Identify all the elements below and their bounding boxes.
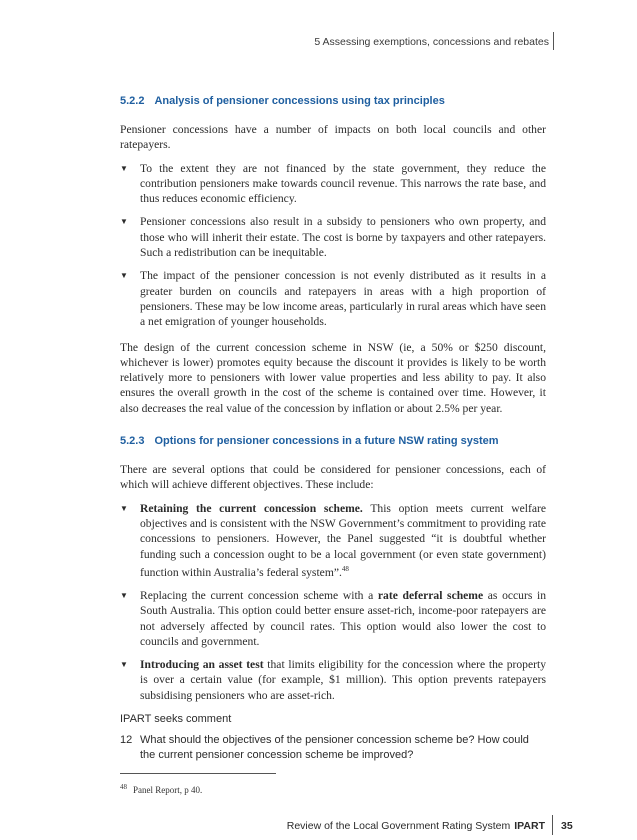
list-item: ▼ Pensioner concessions also result in a subsidy to pensioners who own property, and those who will inherit their estate. The cost is borne by taxpayers and other ratepayers. Such a redistribution can be inequitable. [120, 215, 546, 260]
paragraph-options-intro: There are several options that could be considered for pensioner concessions, each of which will achieve different objectives. These include: [120, 463, 546, 492]
section-heading-5-2-3 [120, 434, 546, 448]
bullet-icon: ▼ [120, 503, 128, 513]
section-heading-5-2-2 [120, 94, 546, 108]
footnote-number: 48 [120, 783, 127, 791]
question-text: What should the objectives of the pensioner concession scheme be? How could the current pensioner concession scheme be improved? [140, 734, 529, 762]
footer-brand: IPART [514, 820, 545, 832]
list-item: ▼ Retaining the current concession scheme. This option meets current welfare objectives and is consistent with the NSW Government’s commitment to providing rate concessions to pensioners. However, the Panel suggested “it is doubtful whether funding such a concession ought to be a local government (or even state government) function within Australia’s federal system”.$^{48}$ [120, 501, 546, 579]
bullet-icon: ▼ [120, 217, 128, 227]
section-title: Options for pensioner concessions in a future NSW rating system [154, 435, 499, 448]
section-title: Analysis of pensioner concessions using tax principles [154, 95, 445, 107]
bullet-icon: ▼ [120, 660, 128, 670]
list-item: ▼ Replacing the current concession scheme with a rate deferral scheme as occurs in South Australia. This option could better ensure asset-rich, income-poor ratepayers are not adversely affected by council rates. This option would also lower the cost to councils and government. [120, 588, 546, 648]
impacts-list [120, 161, 546, 330]
page-body [120, 94, 546, 763]
seeks-comment-label: IPART seeks comment [120, 713, 232, 726]
comment-question [120, 733, 546, 763]
question-number: 12 [120, 734, 133, 747]
running-header: 5 Assessing exemptions, concessions and rebates [314, 36, 549, 48]
section-number: 5.2.2 [120, 95, 145, 107]
page-number: 35 [561, 820, 573, 832]
paragraph-design: The design of the current concession scheme in NSW (ie, a 50% or $250 discount, whichever is lower) promotes equity because the discount it provides is likely to be worth relatively more to pensioners with lower value properties and less ability to pay. It also ensures the overall growth in the cost of the scheme is contained over time. However, it also decreases the real value of the concession by inflation or about 2.5% per year. [120, 340, 546, 415]
section-number: 5.2.3 [120, 435, 145, 448]
footnote-text: Panel Report, p 40. [133, 785, 203, 795]
footnote-divider [120, 773, 276, 774]
bullet-icon: ▼ [120, 163, 128, 173]
list-item: ▼ Introducing an asset test that limits eligibility for the concession where the property is over a certain value (for example, $1 million). This option prevents ratepayers subsidising pensioners who are asset-rich. [120, 658, 546, 702]
bullet-icon: ▼ [120, 590, 128, 600]
page-footer [287, 820, 545, 832]
paragraph-intro: Pensioner concessions have a number of impacts on both local councils and other ratepayers. [120, 123, 546, 152]
bullet-icon: ▼ [120, 271, 128, 281]
footer-title: Review of the Local Government Rating System [286, 820, 511, 832]
list-item: ▼ To the extent they are not financed by the state government, they reduce the contribution pensioners make towards council revenue. This narrows the rate base, and thus reduces economic efficiency. [120, 161, 546, 206]
list-item: ▼ The impact of the pensioner concession is not evenly distributed as it results in a greater burden on councils and ratepayers in areas with a high proportion of pensioners. These may be low income areas, particularly in rural areas which have seen a net emigration of younger households. [120, 269, 546, 329]
options-list [120, 501, 546, 703]
footnote [120, 783, 202, 795]
footnote-ref[interactable]: 48 [341, 564, 349, 573]
header-divider [553, 32, 554, 50]
footer-divider [552, 815, 553, 835]
